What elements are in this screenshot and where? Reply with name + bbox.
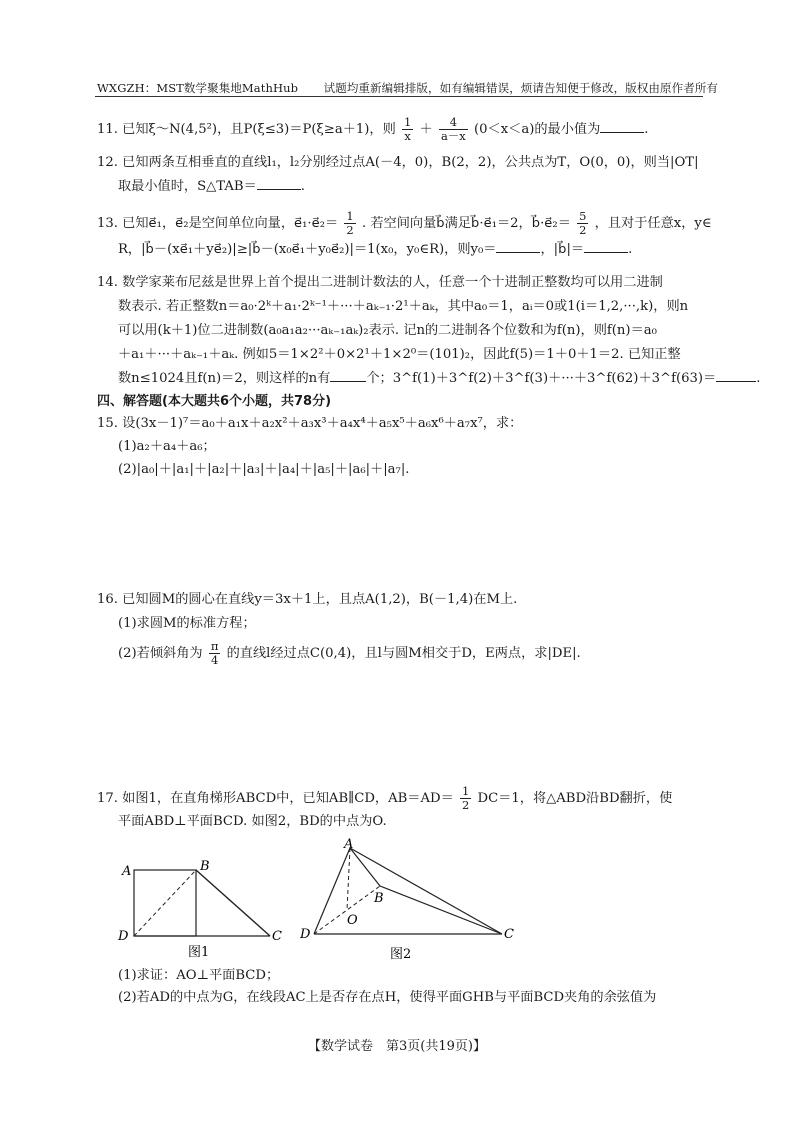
header-right: 试题均重新编辑排版，如有编辑错误，烦请告知便于修改，版权由原作者所有 [323,81,719,95]
header-rule [95,96,703,97]
question-15-part2: (2)|a₀|＋|a₁|＋|a₂|＋|a₃|＋|a₄|＋|a₅|＋|a₆|＋|a₇|. [118,462,410,477]
question-17-line2: 平面ABD⊥平面BCD. 如图2，BD的中点为O. [118,814,387,829]
figure-1 [110,848,310,960]
question-13-line2: R，|b⃗－(xe⃗₁＋ye⃗₂)|≥|b⃗－(x₀e⃗₁＋y₀e⃗₂)|＝1(x₀，y₀∈R)，则y₀＝ ，|b⃗|＝ . [118,242,633,257]
fig2-label-A: A [344,837,354,852]
question-14-line4: ＋a₁＋···＋aₖ₋₁＋aₖ. 例如5＝1×2²＋0×2¹＋1×2⁰＝(101)₂，因此f(5)＝1＋0＋1＝2. 已知正整 [118,347,681,362]
q11-frac-2: $\frac{4}{a-x}$ [440,115,466,143]
fig2-label-O: O [347,913,358,928]
q13-answer-blank-2[interactable] [584,240,628,253]
question-12-line2: 取最小值时，S△TAB＝ . [118,179,305,194]
question-16-part1: (1)求圆M的标准方程； [118,616,256,631]
fig1-label-D: D [118,929,129,944]
fig2-label-B: B [374,891,384,906]
fig2-label-D: D [300,927,311,942]
q14-answer-blank-1[interactable] [330,369,366,382]
question-14-line1: 14. 数学家莱布尼兹是世界上首个提出二进制计数法的人，任意一个十进制正整数均可以用二进制 [97,275,663,290]
fig2-caption: 图2 [390,947,412,962]
question-15-line1: 15. 设(3x－1)⁷＝a₀＋a₁x＋a₂x²＋a₃x³＋a₄x⁴＋a₅x⁵＋a₆x⁶＋a₇x⁷，求： [97,416,523,431]
q11-text-a: 11. 已知ξ～N(4,5²)，且P(ξ≤3)＝P(ξ≥a＋1)，则 [97,122,396,137]
q14-answer-blank-2[interactable] [716,369,756,382]
page-footer: 【数学试卷 第3页(共19页)】 [308,1039,486,1054]
fig1-caption: 图1 [188,945,210,960]
fig2-label-C: C [504,927,514,942]
q13-answer-blank-1[interactable] [496,240,540,253]
figure-2 [300,836,520,962]
question-16-line1: 16. 已知圆M的圆心在直线y＝3x＋1上，且点A(1,2)，B(－1,4)在M上. [97,592,518,607]
question-14-line5: 数n≤1024且f(n)＝2，则这样的n有 个；3^f(1)＋3^f(2)＋3^f(3)＋···＋3^f(62)＋3^f(63)＝ . [118,371,761,386]
fig1-label-C: C [272,929,282,944]
page-header [97,80,719,96]
q11-frac-1: $\frac{1}{x}$ [404,115,412,143]
q16-frac-pi4: $\frac{\pi}{4}$ [210,639,219,667]
question-17-part1: (1)求证：AO⊥平面BCD； [118,968,280,983]
question-16-part2: (2)若倾斜角为 $\frac{\pi}{4}$ 的直线l经过点C(0,4)，且l与圆M相交于D，E两点，求|DE|. [118,639,581,667]
question-15-part1: (1)a₂＋a₄＋a₆； [118,439,216,454]
fig1-label-B: B [200,859,210,874]
q13-frac-2: $\frac{5}{2}$ [579,209,587,237]
q13-frac-1: $\frac{1}{2}$ [346,209,354,237]
header-left: WXGZH：MST数学聚集地MathHub [97,81,299,95]
q11-text-b: (0＜x＜a)的最小值为 [473,122,601,137]
question-11: 11. 已知ξ～N(4,5²)，且P(ξ≤3)＝P(ξ≥a＋1)，则 $\frac{1}{x}$ ＋ $\frac{4}{a-x}$ (0＜x＜a)的最小值为 . [97,115,649,143]
question-14-line3: 可以用(k＋1)位二进制数(a₀a₁a₂···aₖ₋₁aₖ)₂表示. 记n的二进制各个位数和为f(n)，则f(n)＝a₀ [118,323,657,338]
q17-frac-half: $\frac{1}{2}$ [461,784,470,812]
question-17-line1: 17. 如图1，在直角梯形ABCD中，已知AB∥CD，AB＝AD＝ $\frac{1}{2}$ DC＝1，将△ABD沿BD翻折，使 [97,784,673,812]
question-13-line1: 13. 已知e⃗₁，e⃗₂是空间单位向量，e⃗₁·e⃗₂＝ $\frac{1}{2}$ . 若空间向量b⃗满足b⃗·e⃗₁＝2，b⃗·e⃗₂＝ $\frac{5}{2}$ ，且对于任意x，y∈ [97,209,712,237]
section-heading: 四、解答题(本大题共6个小题，共78分) [97,394,332,409]
fig1-label-A: A [122,864,132,879]
q12-answer-blank[interactable] [257,177,301,190]
q11-answer-blank[interactable] [600,120,644,133]
question-17-part2: (2)若AD的中点为G，在线段AC上是否存在点H，使得平面GHB与平面BCD夹角的余弦值为 [118,990,657,1005]
question-12-line1: 12. 已知两条互相垂直的直线l₁，l₂分别经过点A(－4，0)，B(2，2)，公共点为T，O(0，0)，则当|OT| [97,155,699,170]
question-14-line2: 数表示. 若正整数n＝a₀·2ᵏ＋a₁·2ᵏ⁻¹＋···＋aₖ₋₁·2¹＋aₖ，其中a₀＝1，aᵢ＝0或1(i＝1,2,···,k)，则n [118,299,689,314]
